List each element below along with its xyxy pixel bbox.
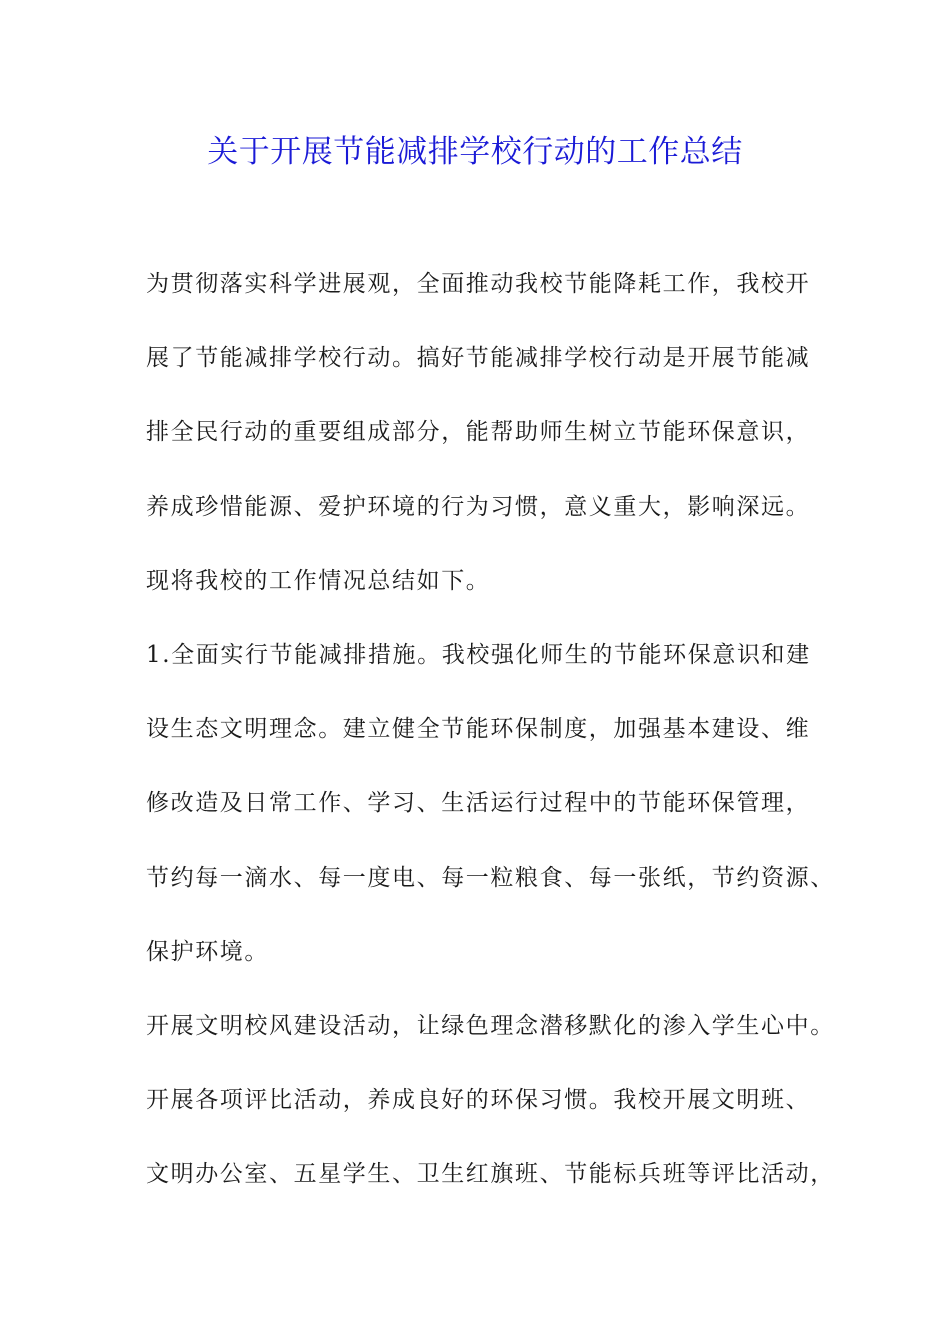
body-line-13: 文明办公室、五星学生、卫生红旗班、节能标兵班等评比活动， xyxy=(146,1161,835,1188)
body-line-7: 设生态文明理念。建立健全节能环保制度，加强基本建设、维 xyxy=(146,716,811,743)
body-line-6: 1.全面实行节能减排措施。我校强化师生的节能环保意识和建 xyxy=(146,641,811,668)
document-title: 关于开展节能减排学校行动的工作总结 xyxy=(207,134,743,170)
body-line-10: 保护环境。 xyxy=(146,938,269,965)
body-line-11: 开展文明校风建设活动，让绿色理念潜移默化的渗入学生心中。 xyxy=(146,1012,835,1039)
document-body xyxy=(146,262,836,1226)
body-line-1: 为贯彻落实科学进展观，全面推动我校节能降耗工作，我校开 xyxy=(146,271,811,297)
body-line-3: 排全民行动的重要组成部分，能帮助师生树立节能环保意识， xyxy=(146,419,811,446)
body-line-8: 修改造及日常工作、学习、生活运行过程中的节能环保管理， xyxy=(146,790,811,817)
body-line-9: 节约每一滴水、每一度电、每一粒粮食、每一张纸，节约资源、 xyxy=(146,864,835,891)
body-line-5: 现将我校的工作情况总结如下。 xyxy=(146,567,491,594)
body-line-2: 展了节能减排学校行动。搞好节能减排学校行动是开展节能减 xyxy=(146,345,811,372)
body-line-4: 养成珍惜能源、爱护环境的行为习惯，意义重大，影响深远。 xyxy=(146,493,811,520)
body-line-12: 开展各项评比活动，养成良好的环保习惯。我校开展文明班、 xyxy=(146,1087,811,1114)
